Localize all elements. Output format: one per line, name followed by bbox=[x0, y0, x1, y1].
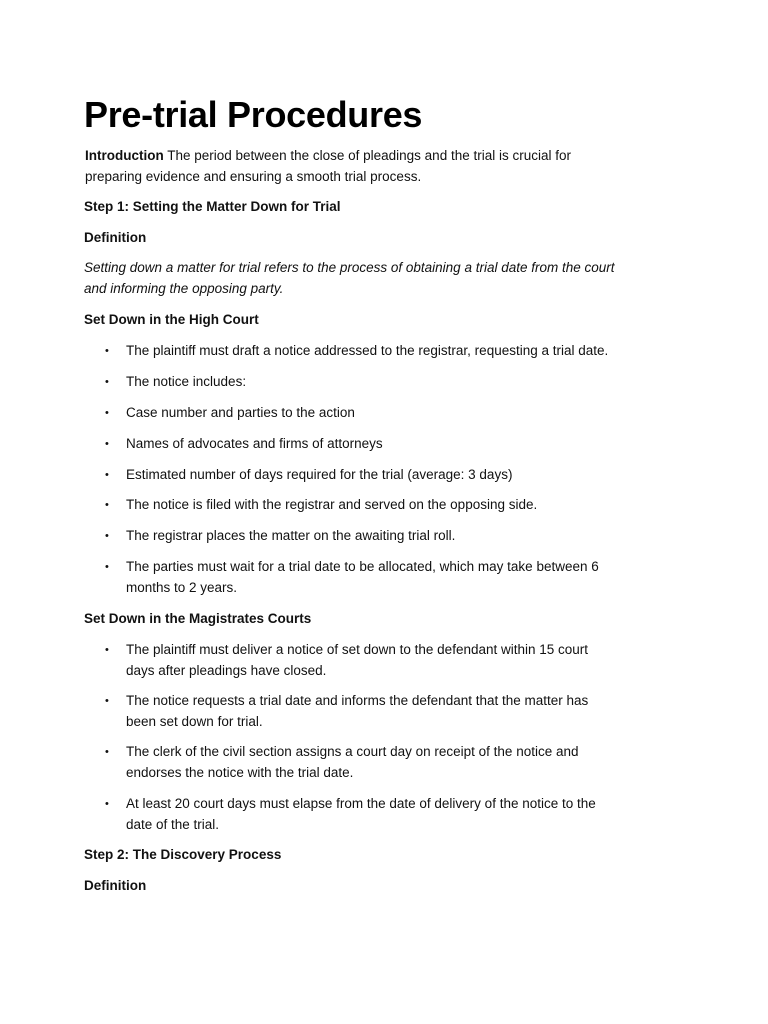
list-item: • The plaintiff must draft a notice addressed to the registrar, requesting a trial date. bbox=[126, 341, 626, 362]
high-court-heading: Set Down in the High Court bbox=[84, 312, 259, 327]
list-item: • Names of advocates and firms of attorneys bbox=[126, 434, 626, 455]
intro-text: The period between the close of pleadings and the trial is crucial for preparing evidence and ensuring a smooth trial process. bbox=[85, 148, 571, 184]
step1-definition-heading: Definition bbox=[84, 230, 147, 245]
list-item: • The notice is filed with the registrar and served on the opposing side. bbox=[126, 495, 626, 516]
bullet-icon: • bbox=[105, 798, 109, 810]
list-item: • The notice includes: bbox=[126, 372, 626, 393]
list-item: • The notice requests a trial date and informs the defendant that the matter has been set down for trial. bbox=[105, 693, 589, 729]
magistrates-heading: Set Down in the Magistrates Courts bbox=[84, 611, 312, 626]
list-item: • The clerk of the civil section assigns a court day on receipt of the notice and endorses the notice with the trial date. bbox=[105, 744, 579, 780]
bullet-icon: • bbox=[105, 530, 109, 542]
bullet-icon: • bbox=[105, 695, 109, 707]
bullet-icon: • bbox=[105, 376, 109, 388]
step1-definition-text: Setting down a matter for trial refers to the process of obtaining a trial date from the court and informing the opposing party. bbox=[84, 260, 615, 296]
list-item: • Estimated number of days required for the trial (average: 3 days) bbox=[126, 465, 626, 486]
bullet-icon: • bbox=[105, 644, 109, 656]
bullet-icon: • bbox=[105, 561, 109, 573]
step2-heading: Step 2: The Discovery Process bbox=[84, 847, 282, 862]
page-title: Pre-trial Procedures bbox=[84, 94, 423, 135]
bullet-icon: • bbox=[105, 746, 109, 758]
step1-heading: Step 1: Setting the Matter Down for Trial bbox=[84, 199, 341, 214]
bullet-icon: • bbox=[105, 407, 109, 419]
step2-definition-heading: Definition bbox=[84, 878, 147, 893]
list-item: • The registrar places the matter on the awaiting trial roll. bbox=[126, 526, 626, 547]
bullet-icon: • bbox=[105, 438, 109, 450]
list-item: • At least 20 court days must elapse from the date of delivery of the notice to the date of the trial. bbox=[105, 796, 596, 832]
list-item: • The parties must wait for a trial date to be allocated, which may take between 6 months to 2 years. bbox=[105, 559, 599, 595]
list-item: • The plaintiff must deliver a notice of set down to the defendant within 15 court days after pleadings have closed. bbox=[105, 642, 589, 678]
intro-label: Introduction bbox=[85, 148, 164, 163]
bullet-icon: • bbox=[105, 469, 109, 481]
list-item: • Case number and parties to the action bbox=[126, 403, 626, 424]
intro-paragraph bbox=[85, 146, 625, 187]
bullet-icon: • bbox=[105, 499, 109, 511]
bullet-icon: • bbox=[105, 345, 109, 357]
